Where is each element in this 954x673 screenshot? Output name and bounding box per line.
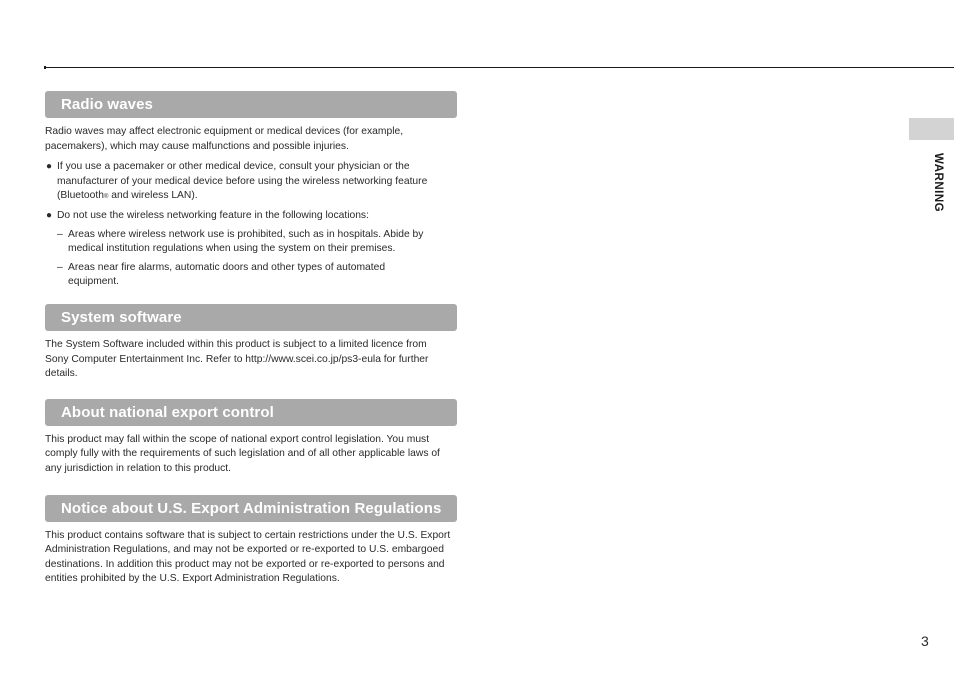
section-header-us-export-regulations: Notice about U.S. Export Administration Regulations <box>45 495 457 522</box>
side-tab <box>909 118 954 140</box>
bullet-dot-icon: ● <box>46 209 53 221</box>
registered-mark: ® <box>103 194 109 201</box>
bullet-item-locations <box>45 209 447 290</box>
top-rule <box>45 67 954 68</box>
us-export-regulations-body: This product contains software that is subject to certain restrictions under the U.S. Export Administration Regulations, and may not be exported or re-exported to U.S. embargoed destinations. In addition this product may not be exported or re-exported to persons and entities prohibited by the U.S. Export Administration Regulations. <box>45 529 451 585</box>
sub-item-hospitals-text: Areas where wireless network use is prohibited, such as in hospitals. Abide by medical institution regulations when using the system on their premises. <box>68 228 424 255</box>
section-radio-waves <box>45 91 457 290</box>
section-header-export-control: About national export control <box>45 399 457 426</box>
sub-item-hospitals <box>57 228 448 257</box>
bullet-text-locations: Do not use the wireless networking feature in the following locations: <box>57 209 369 221</box>
side-label-warning: WARNING <box>932 153 944 213</box>
page-number: 3 <box>921 633 929 649</box>
section-system-software <box>45 304 457 382</box>
section-header-radio-waves: Radio waves <box>45 91 457 118</box>
section-export-control <box>45 399 457 477</box>
section-us-export-regulations <box>45 495 457 587</box>
section-header-system-software: System software <box>45 304 457 331</box>
dash-icon: – <box>57 261 63 273</box>
radio-waves-intro: Radio waves may affect electronic equipment or medical devices (for example, pacemakers), which may cause malfunctions and possible injuries. <box>45 126 404 152</box>
top-rule-tick <box>44 66 46 69</box>
system-software-body: The System Software included within this product is subject to a limited licence from Sony Computer Entertainment Inc. Refer to http://www.scei.co.jp/ps3-eula for further details. <box>45 338 429 380</box>
locations-sub-list <box>57 228 447 290</box>
sub-item-fire-alarms <box>57 261 433 290</box>
bullet-item-pacemaker <box>45 160 447 205</box>
bullet-text-pacemaker-end: and wireless LAN). <box>108 190 198 202</box>
radio-waves-bullet-list <box>45 160 457 290</box>
bullet-text-pacemaker: If you use a pacemaker or other medical device, consult your physician or the manufacturer of your medical device before using the wireless networking feature (Bluetooth <box>57 161 428 202</box>
bullet-dot-icon: ● <box>46 161 53 173</box>
sub-item-fire-alarms-text: Areas near fire alarms, automatic doors and other types of automated equipment. <box>68 261 386 288</box>
content-column <box>45 91 457 587</box>
export-control-body: This product may fall within the scope of national export control legislation. You must comply fully with the requirements of such legislation and of all other applicable laws of any jurisdiction in relation to this product. <box>45 433 440 474</box>
dash-icon: – <box>57 228 63 240</box>
